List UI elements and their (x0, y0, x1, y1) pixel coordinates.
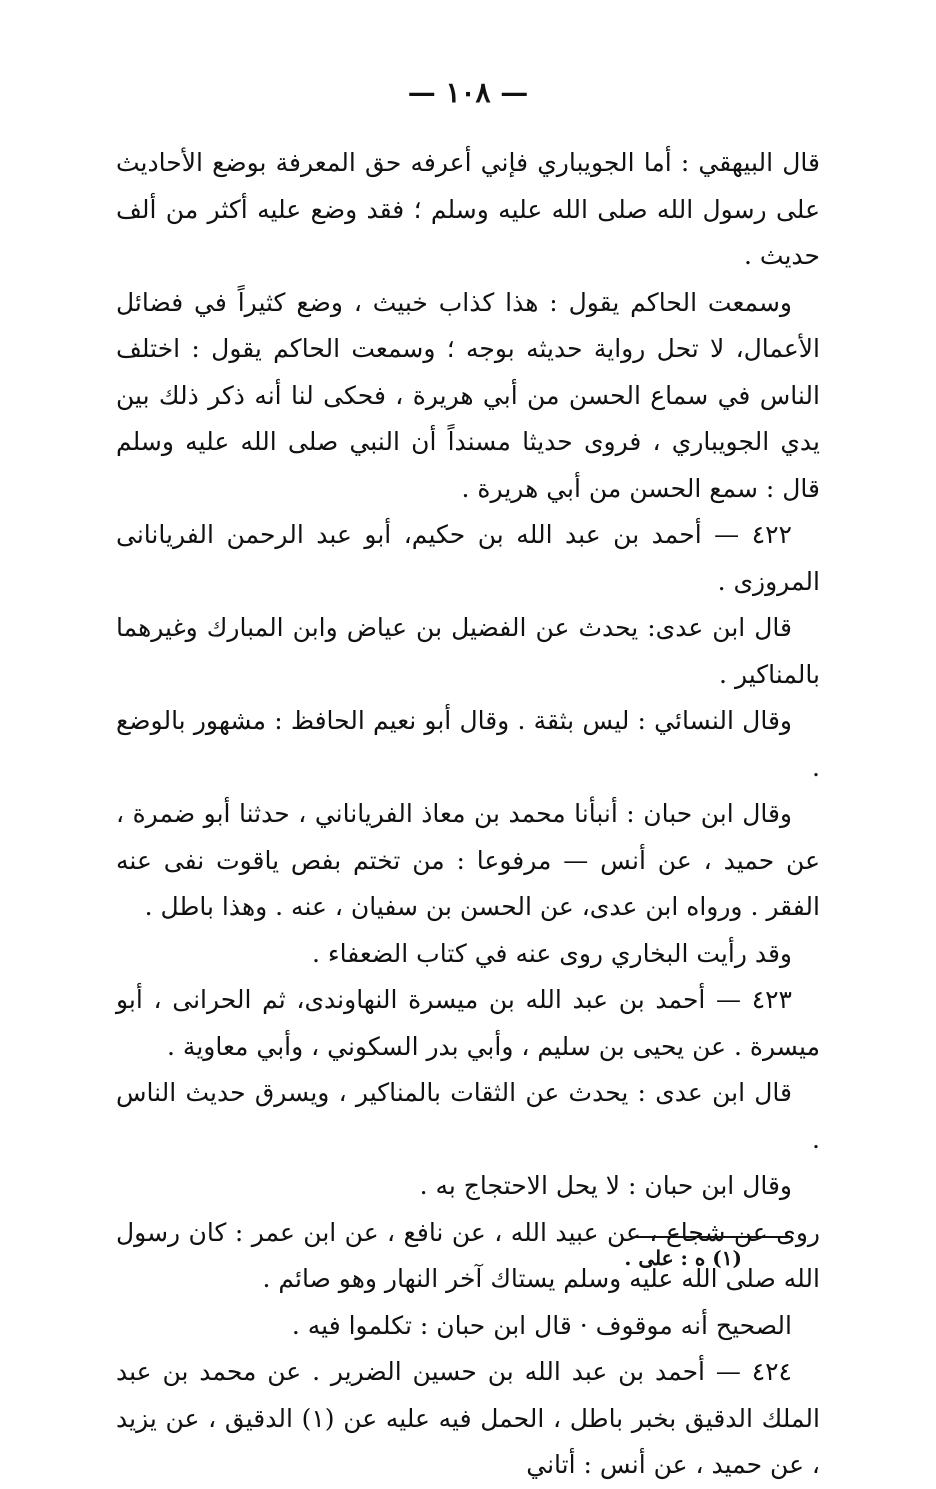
paragraph: قال البيهقي : أما الجويباري فإني أعرفه حق المعرفة بوضع الأحاديث على رسول الله صلى الله عليه وسلم ؛ فقد وضع عليه أكثر من ألف حديث . (116, 148, 820, 270)
entry-heading: ٤٢٣ — أحمد بن عبد الله بن ميسرة النهاوندى، ثم الحرانى ، أبو ميسرة . عن يحيى بن سليم ، وأبي بدر السكوني ، وأبي معاوية . (116, 985, 820, 1061)
footnote: (١) ه : على . (624, 1246, 742, 1270)
paragraph: وقد رأيت البخاري روى عنه في كتاب الضعفاء . (312, 938, 792, 968)
entry-heading: ٤٢٤ — أحمد بن عبد الله بن حسين الضرير . عن محمد بن عبد الملك الدقيق بخبر باطل ، الحمل فيه عليه عن (١) الدقيق ، عن يزيد ، عن حميد ، عن أنس : أتاني (116, 1357, 820, 1479)
paragraph: قال ابن عدى : يحدث عن الثقات بالمناكير ، ويسرق حديث الناس . (116, 1078, 820, 1154)
paragraph: وسمعت الحاكم يقول : هذا كذاب خبيث ، وضع كثيراً في فضائل الأعمال، لا تحل رواية حديثه بوجه ؛ وسمعت الحاكم يقول : اختلف الناس في سماع الحسن من أبي هريرة ، فحكى لنا أنه ذكر ذلك بين يدي الجويباري ، فروى حديثا مسنداً أن النبي صلى الله عليه وسلم قال : سمع الحسن من أبي هريرة . (116, 287, 820, 503)
paragraph: وقال النسائي : ليس بثقة . وقال أبو نعيم الحافظ : مشهور بالوضع . (116, 706, 820, 782)
paragraph: وقال ابن حبان : أنبأنا محمد بن معاذ الفرياناني ، حدثنا أبو ضمرة ، عن حميد ، عن أنس — مرفوعا : من تختم بفص ياقوت نفى عنه الفقر . ورواه ابن عدى، عن الحسن بن سفيان ، عنه . وهذا باطل . (116, 799, 820, 921)
paragraph: قال ابن عدى: يحدث عن الفضيل بن عياض وابن المبارك وغيرهما بالمناكير . (116, 613, 820, 689)
footnote-divider (636, 1236, 792, 1238)
paragraph: روى عن شجاع ، عن عبيد الله ، عن نافع ، عن ابن عمر : كان رسول الله صلى الله عليه وسلم يستاك آخر النهار وهو صائم . (116, 1217, 820, 1293)
entry-heading: ٤٢٢ — أحمد بن عبد الله بن حكيم، أبو عبد الرحمن الفريانانى المروزى . (116, 520, 820, 596)
main-text (116, 140, 820, 1489)
paragraph: الصحيح أنه موقوف · قال ابن حبان : تكلموا فيه . (291, 1310, 792, 1340)
paragraph: وقال ابن حبان : لا يحل الاحتجاج به . (419, 1171, 792, 1200)
page-number: — ١٠٨ — (407, 76, 529, 109)
